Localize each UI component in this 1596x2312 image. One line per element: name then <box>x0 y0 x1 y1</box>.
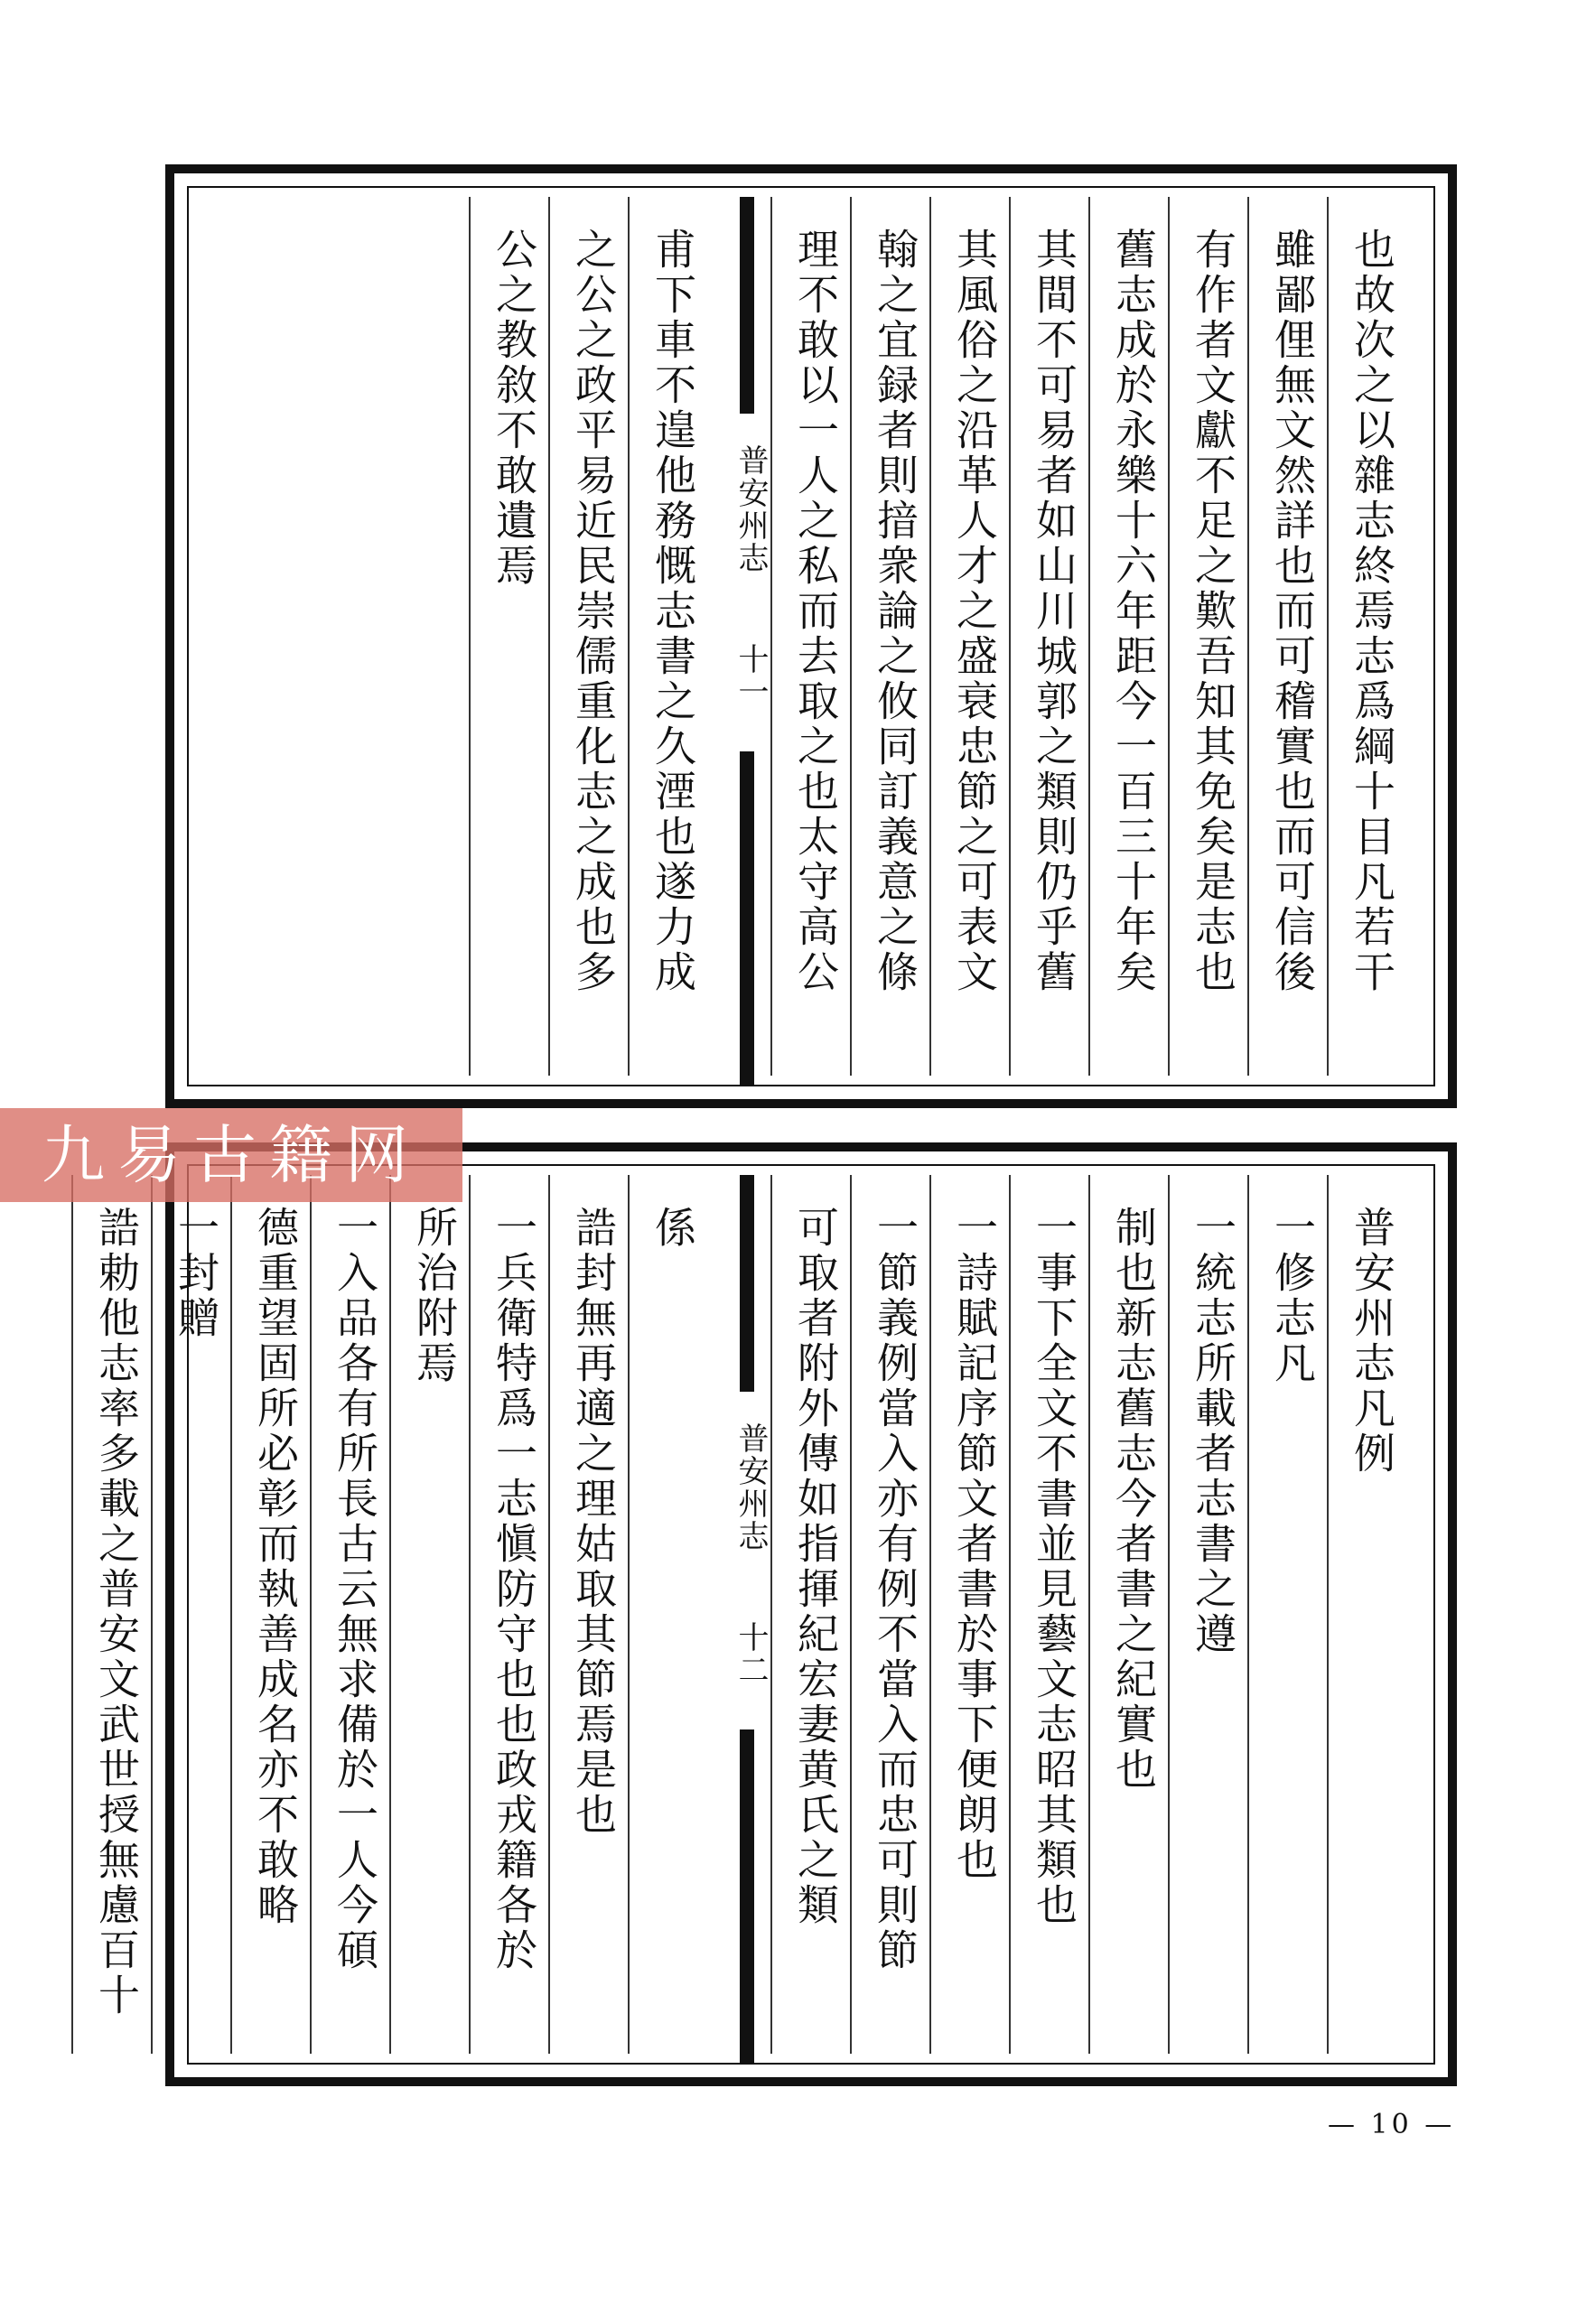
top-column-rule <box>770 197 772 1076</box>
top-text-column: 雖鄙俚無文然詳也而可稽實也而可信後 <box>1268 228 1317 995</box>
bottom-text-column: 制也新志舊志今者書之紀實也 <box>1109 1206 1158 1793</box>
top-text-column: 公之教敘不敢遺焉 <box>490 228 538 589</box>
bottom-text-column: 可取者附外傳如指揮紀宏妻黄氏之類 <box>791 1206 840 1928</box>
bottom-text-column: 普安州志凡例 <box>1348 1206 1396 1477</box>
page-number: — 10 — <box>1328 2109 1456 2140</box>
bottom-text-column: 一封贈 <box>172 1206 220 1341</box>
top-text-column: 舊志成於永樂十六年距今一百三十年矣 <box>1109 228 1158 995</box>
top-page-panel <box>165 164 1457 1108</box>
bottom-fold-title: 普安州志 <box>733 1422 769 1552</box>
top-fold-page-number: 十一 <box>733 643 769 708</box>
bottom-fold-page-number: 十二 <box>733 1621 769 1686</box>
bottom-text-column: 係 <box>649 1206 697 1251</box>
bottom-text-column: 一事下全文不書並見藝文志昭其類也 <box>1030 1206 1078 1928</box>
bottom-text-column: 一兵衛特爲一志愼防守也也政戎籍各於 <box>490 1206 538 1973</box>
top-text-column: 理不敢以一人之私而去取之也太守高公 <box>791 228 840 995</box>
top-text-column: 也故次之以雜志終焉志爲綱十目凡若干 <box>1348 228 1396 995</box>
bottom-column-rule <box>770 1175 772 2054</box>
top-text-column: 甫下車不遑他務慨志書之久湮也遂力成 <box>649 228 697 995</box>
top-text-column: 翰之宜録者則揞衆論之攸同訂義意之條 <box>871 228 919 995</box>
top-fold-bar-bottom <box>740 751 754 1086</box>
bottom-text-column: 一詩賦記序節文者書於事下便朗也 <box>950 1206 999 1883</box>
bottom-text-column: 誥封無再適之理姑取其節焉是也 <box>569 1206 618 1838</box>
bottom-text-column: 一修志凡 <box>1268 1206 1317 1386</box>
bottom-column-rule <box>71 1175 73 2054</box>
bottom-text-column: 誥勅他志率多載之普安文武世授無慮百十 <box>92 1206 141 2018</box>
bottom-text-column: 一入品各有所長古云無求備於一人今碩 <box>331 1206 379 1973</box>
top-fold-bar-top <box>740 197 754 414</box>
bottom-text-column: 一統志所載者志書之遵 <box>1189 1206 1237 1657</box>
bottom-fold-bar-top <box>740 1175 754 1392</box>
top-text-column: 有作者文獻不足之歎吾知其免矣是志也 <box>1189 228 1237 995</box>
bottom-text-column: 所治附焉 <box>410 1206 459 1386</box>
bottom-text-column: 一節義例當入亦有例不當入而忠可則節 <box>871 1206 919 1973</box>
top-fold-title: 普安州志 <box>733 444 769 574</box>
top-column-rule <box>469 197 471 1076</box>
bottom-fold-bar-bottom <box>740 1729 754 2064</box>
top-text-column: 其風俗之沿革人才之盛衰忠節之可表文 <box>950 228 999 995</box>
bottom-text-column: 德重望固所必彰而執善成名亦不敢略 <box>251 1206 300 1928</box>
watermark-logo: 九易古籍网 <box>0 1108 462 1202</box>
top-text-column: 之公之政平易近民崇儒重化志之成也多 <box>569 228 618 995</box>
top-text-column: 其間不可易者如山川城郭之類則仍乎舊 <box>1030 228 1078 995</box>
